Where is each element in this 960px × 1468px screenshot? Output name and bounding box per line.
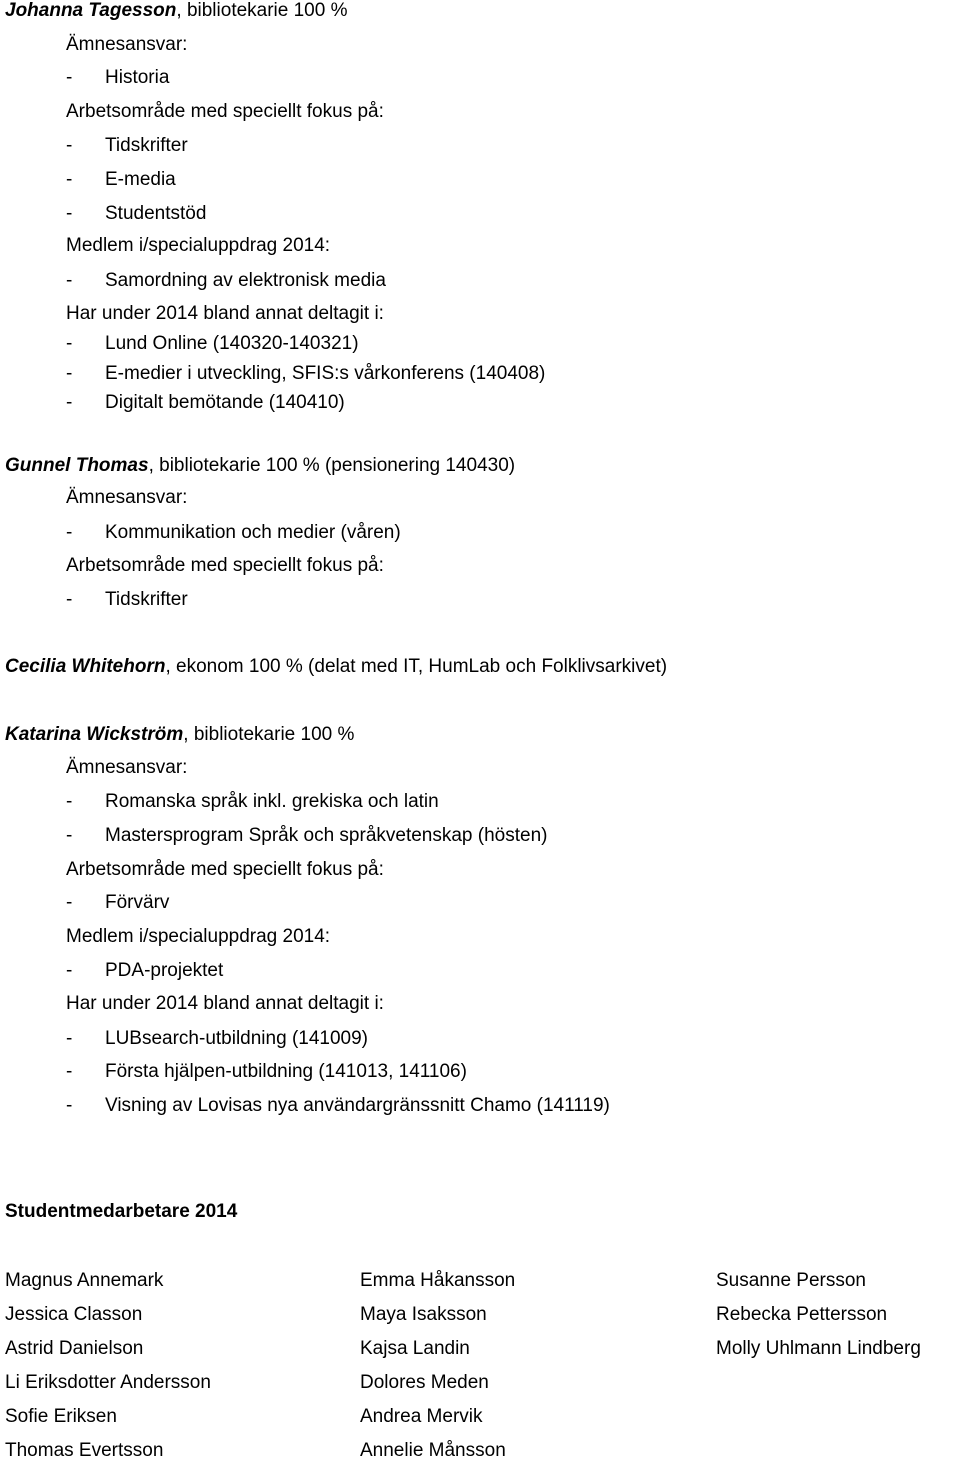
staff-role: , ekonom 100 % (delat med IT, HumLab och Folklivsarkivet)	[165, 656, 668, 677]
section-label: Har under 2014 bland annat deltagit i:	[66, 303, 384, 324]
students-heading: Studentmedarbetare 2014	[5, 1201, 238, 1222]
section-label: Arbetsområde med speciellt fokus på:	[66, 101, 384, 122]
staff-heading-katarina	[5, 718, 354, 752]
student-name: Annelie Månsson	[360, 1440, 506, 1461]
student-name: Emma Håkansson	[360, 1270, 516, 1291]
staff-role: , bibliotekarie 100 %	[183, 724, 355, 745]
staff-name: Gunnel Thomas	[5, 455, 149, 476]
section-label: Ämnesansvar:	[66, 34, 188, 55]
student-name: Jessica Classon	[5, 1304, 143, 1325]
student-name: Magnus Annemark	[5, 1270, 164, 1291]
staff-role: , bibliotekarie 100 %	[176, 0, 348, 21]
student-name: Kajsa Landin	[360, 1338, 470, 1359]
section-label: Ämnesansvar:	[66, 757, 188, 778]
section-label: Medlem i/specialuppdrag 2014:	[66, 926, 331, 947]
student-name: Li Eriksdotter Andersson	[5, 1372, 211, 1393]
student-name: Dolores Meden	[360, 1372, 489, 1393]
section-label: Medlem i/specialuppdrag 2014:	[66, 235, 331, 256]
section-label: Arbetsområde med speciellt fokus på:	[66, 859, 384, 880]
student-name: Rebecka Pettersson	[716, 1304, 888, 1325]
staff-heading-gunnel	[5, 449, 515, 483]
student-name: Susanne Persson	[716, 1270, 866, 1291]
student-name: Maya Isaksson	[360, 1304, 487, 1325]
staff-name: Cecilia Whitehorn	[5, 656, 166, 677]
section-label: Ämnesansvar:	[66, 487, 188, 508]
staff-name: Johanna Tagesson	[5, 0, 177, 21]
student-name: Thomas Evertsson	[5, 1440, 164, 1461]
section-label: Arbetsområde med speciellt fokus på:	[66, 555, 384, 576]
student-name: Astrid Danielson	[5, 1338, 144, 1359]
student-name: Molly Uhlmann Lindberg	[716, 1338, 921, 1359]
staff-role: , bibliotekarie 100 % (pensionering 140430)	[148, 455, 516, 476]
students-column-1	[5, 1264, 305, 1468]
students-column-3	[716, 1264, 960, 1366]
staff-name: Katarina Wickström	[5, 724, 184, 745]
section-label: Har under 2014 bland annat deltagit i:	[66, 993, 384, 1014]
staff-heading-cecilia	[5, 650, 667, 684]
staff-heading-johanna	[5, 0, 348, 28]
student-name: Sofie Eriksen	[5, 1406, 117, 1427]
student-name: Andrea Mervik	[360, 1406, 483, 1427]
students-column-2	[360, 1264, 660, 1468]
